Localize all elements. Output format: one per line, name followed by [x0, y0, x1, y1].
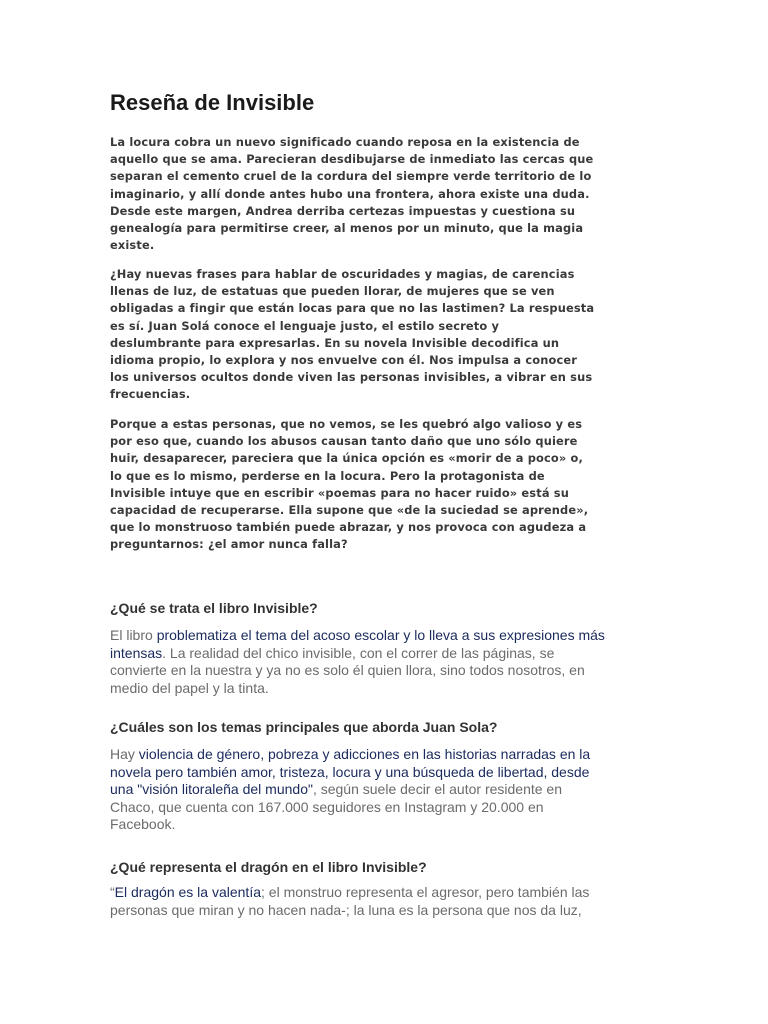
- highlighted-text: violencia de género, pobreza y adicciones en las historias narradas en la: [138, 746, 591, 762]
- faq-answer-1: [110, 627, 658, 697]
- text-line: lo que es lo mismo, perderse en la locura. Pero la protagonista de: [110, 468, 545, 483]
- faq-question-2: ¿Cuáles son los temas principales que aborda Juan Sola?: [110, 719, 498, 735]
- answer-text: . La realidad del chico invisible, con el correr de las páginas, se: [162, 644, 555, 661]
- text-line: Desde este margen, Andrea derriba certezas impuestas y cuestiona su: [110, 203, 576, 218]
- text-line: ¿Hay nuevas frases para hablar de oscuridades y magias, de carencias: [110, 267, 575, 281]
- review-paragraph-1: [110, 134, 658, 254]
- text-line: imaginario, y allí donde antes hubo una frontera, ahora existe una duda.: [110, 186, 590, 201]
- highlighted-text: El dragón es la valentía: [114, 884, 261, 900]
- review-paragraph-2: [110, 266, 658, 404]
- text-line: separan el cemento cruel de la cordura del siempre verde territorio de lo: [110, 169, 592, 184]
- review-paragraph-3: [110, 416, 658, 554]
- faq-answer-3: [110, 884, 658, 919]
- text-line: preguntarnos: ¿el amor nunca falla?: [110, 537, 348, 552]
- text-line: [110, 781, 658, 799]
- text-line: los universos ocultos donde viven las personas invisibles, a vibrar en sus: [110, 370, 593, 385]
- text-line: medio del papel y la tinta.: [110, 679, 269, 696]
- text-line: genealogía para permitirse creer, al menos por un minuto, que la magia: [110, 221, 584, 236]
- text-line: capacidad de recuperarse. Ella supone que «de la suciedad se aprende»,: [110, 503, 589, 518]
- highlighted-text: intensas: [110, 644, 163, 661]
- text-line: personas que miran y no hacen nada-; la luna es la persona que nos da luz,: [110, 901, 582, 918]
- highlighted-text: novela pero también amor, tristeza, locura y una búsqueda de libertad, desde: [110, 763, 590, 780]
- text-line: que lo monstruoso también puede abrazar, y nos provoca con agudeza a: [110, 520, 587, 535]
- text-line: idioma propio, lo explora y nos envuelve con él. Nos impulsa a conocer: [110, 353, 577, 368]
- text-line: aquello que se ama. Parecieran desdibujarse de inmediato las cercas que: [110, 152, 594, 167]
- text-line: existe.: [110, 238, 155, 253]
- highlighted-text: problematiza el tema del acoso escolar y lo lleva a sus expresiones más: [156, 627, 605, 643]
- faq-answer-2: [110, 746, 658, 834]
- text-line: frecuencias.: [110, 387, 191, 402]
- text-line: [110, 884, 658, 902]
- text-line: huir, desaparecer, pareciera que la única opción es «morir de a poco» o,: [110, 451, 583, 466]
- faq-question-3: ¿Qué representa el dragón en el libro Invisible?: [110, 859, 427, 875]
- text-line: deslumbrante para expresarlas. En su novela Invisible decodifica un: [110, 335, 560, 350]
- text-line: [110, 746, 658, 764]
- answer-text: “: [110, 884, 115, 900]
- page-title: Reseña de Invisible: [110, 90, 315, 115]
- text-line: [110, 645, 658, 663]
- faq-question-1: ¿Qué se trata el libro Invisible?: [110, 600, 318, 616]
- text-line: La locura cobra un nuevo significado cuando reposa en la existencia de: [110, 135, 580, 149]
- text-line: convierte en la nuestra y ya no es solo él quien llora, sino todos nosotros, en: [110, 662, 585, 678]
- text-line: Chaco, que cuenta con 167.000 seguidores en Instagram y 20.000 en: [110, 798, 544, 815]
- text-line: llenas de luz, de estatuas que pueden llorar, de mujeres que se ven: [110, 284, 555, 299]
- text-line: Invisible intuye que en escribir «poemas para no hacer ruido» está su: [110, 485, 569, 500]
- answer-text: , según suele decir el autor residente en: [312, 781, 562, 797]
- text-line: [110, 627, 658, 645]
- text-line: es sí. Juan Solá conoce el lenguaje justo, el estilo secreto y: [110, 318, 500, 333]
- answer-text: Hay: [110, 746, 139, 762]
- answer-text: ; el monstruo representa el agresor, pero también las: [261, 884, 590, 900]
- text-line: obligadas a fingir que están locas para que no las lastimen? La respuesta: [110, 301, 595, 316]
- text-line: por eso que, cuando los abusos causan tanto daño que uno sólo quiere: [110, 434, 578, 449]
- text-line: Facebook.: [110, 816, 176, 832]
- answer-text: El libro: [110, 627, 157, 643]
- text-line: Porque a estas personas, que no vemos, se les quebró algo valioso y es: [110, 417, 583, 431]
- highlighted-text: una "visión litoraleña del mundo": [110, 781, 313, 797]
